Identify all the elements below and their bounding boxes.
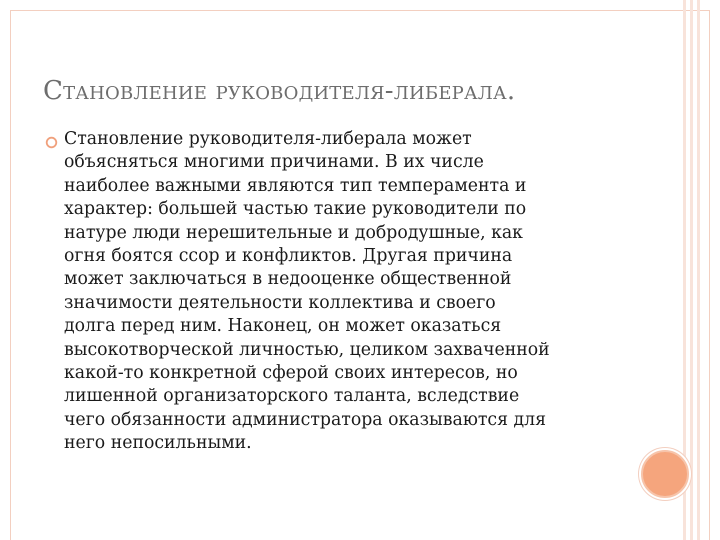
body-line: какой-то конкретной сферой своих интересов, но xyxy=(64,363,518,384)
body-line: чего обязанности администратора оказываются для xyxy=(64,409,547,430)
decorative-band xyxy=(697,0,700,540)
slide-body xyxy=(64,128,649,456)
body-line: объясняться многими причинами. В их числе xyxy=(64,152,484,173)
body-line: высокотворческой личностью, целиком захваченной xyxy=(64,339,550,360)
decorative-band xyxy=(690,0,693,540)
slide-title: Становление руководителя-либерала. xyxy=(43,76,516,106)
body-line: может заключаться в недооценке общественной xyxy=(64,269,512,290)
decorative-circle xyxy=(641,450,689,498)
body-line: наиболее важными являются тип темперамента и xyxy=(64,175,527,196)
body-line: натуре люди нерешительные и добродушные, как xyxy=(64,222,523,243)
body-line: лишенной организаторского таланта, вследствие xyxy=(64,386,520,407)
body-line: огня боятся ссор и конфликтов. Другая причина xyxy=(64,246,513,267)
body-line: значимости деятельности коллектива и своего xyxy=(64,292,496,313)
body-line: него непосильными. xyxy=(64,433,252,454)
body-line: Становление руководителя-либерала может xyxy=(64,129,472,149)
body-line: долга перед ним. Наконец, он может оказаться xyxy=(64,316,502,337)
hollow-circle-icon xyxy=(45,136,58,149)
body-line: характер: большей частью такие руководители по xyxy=(64,199,527,220)
